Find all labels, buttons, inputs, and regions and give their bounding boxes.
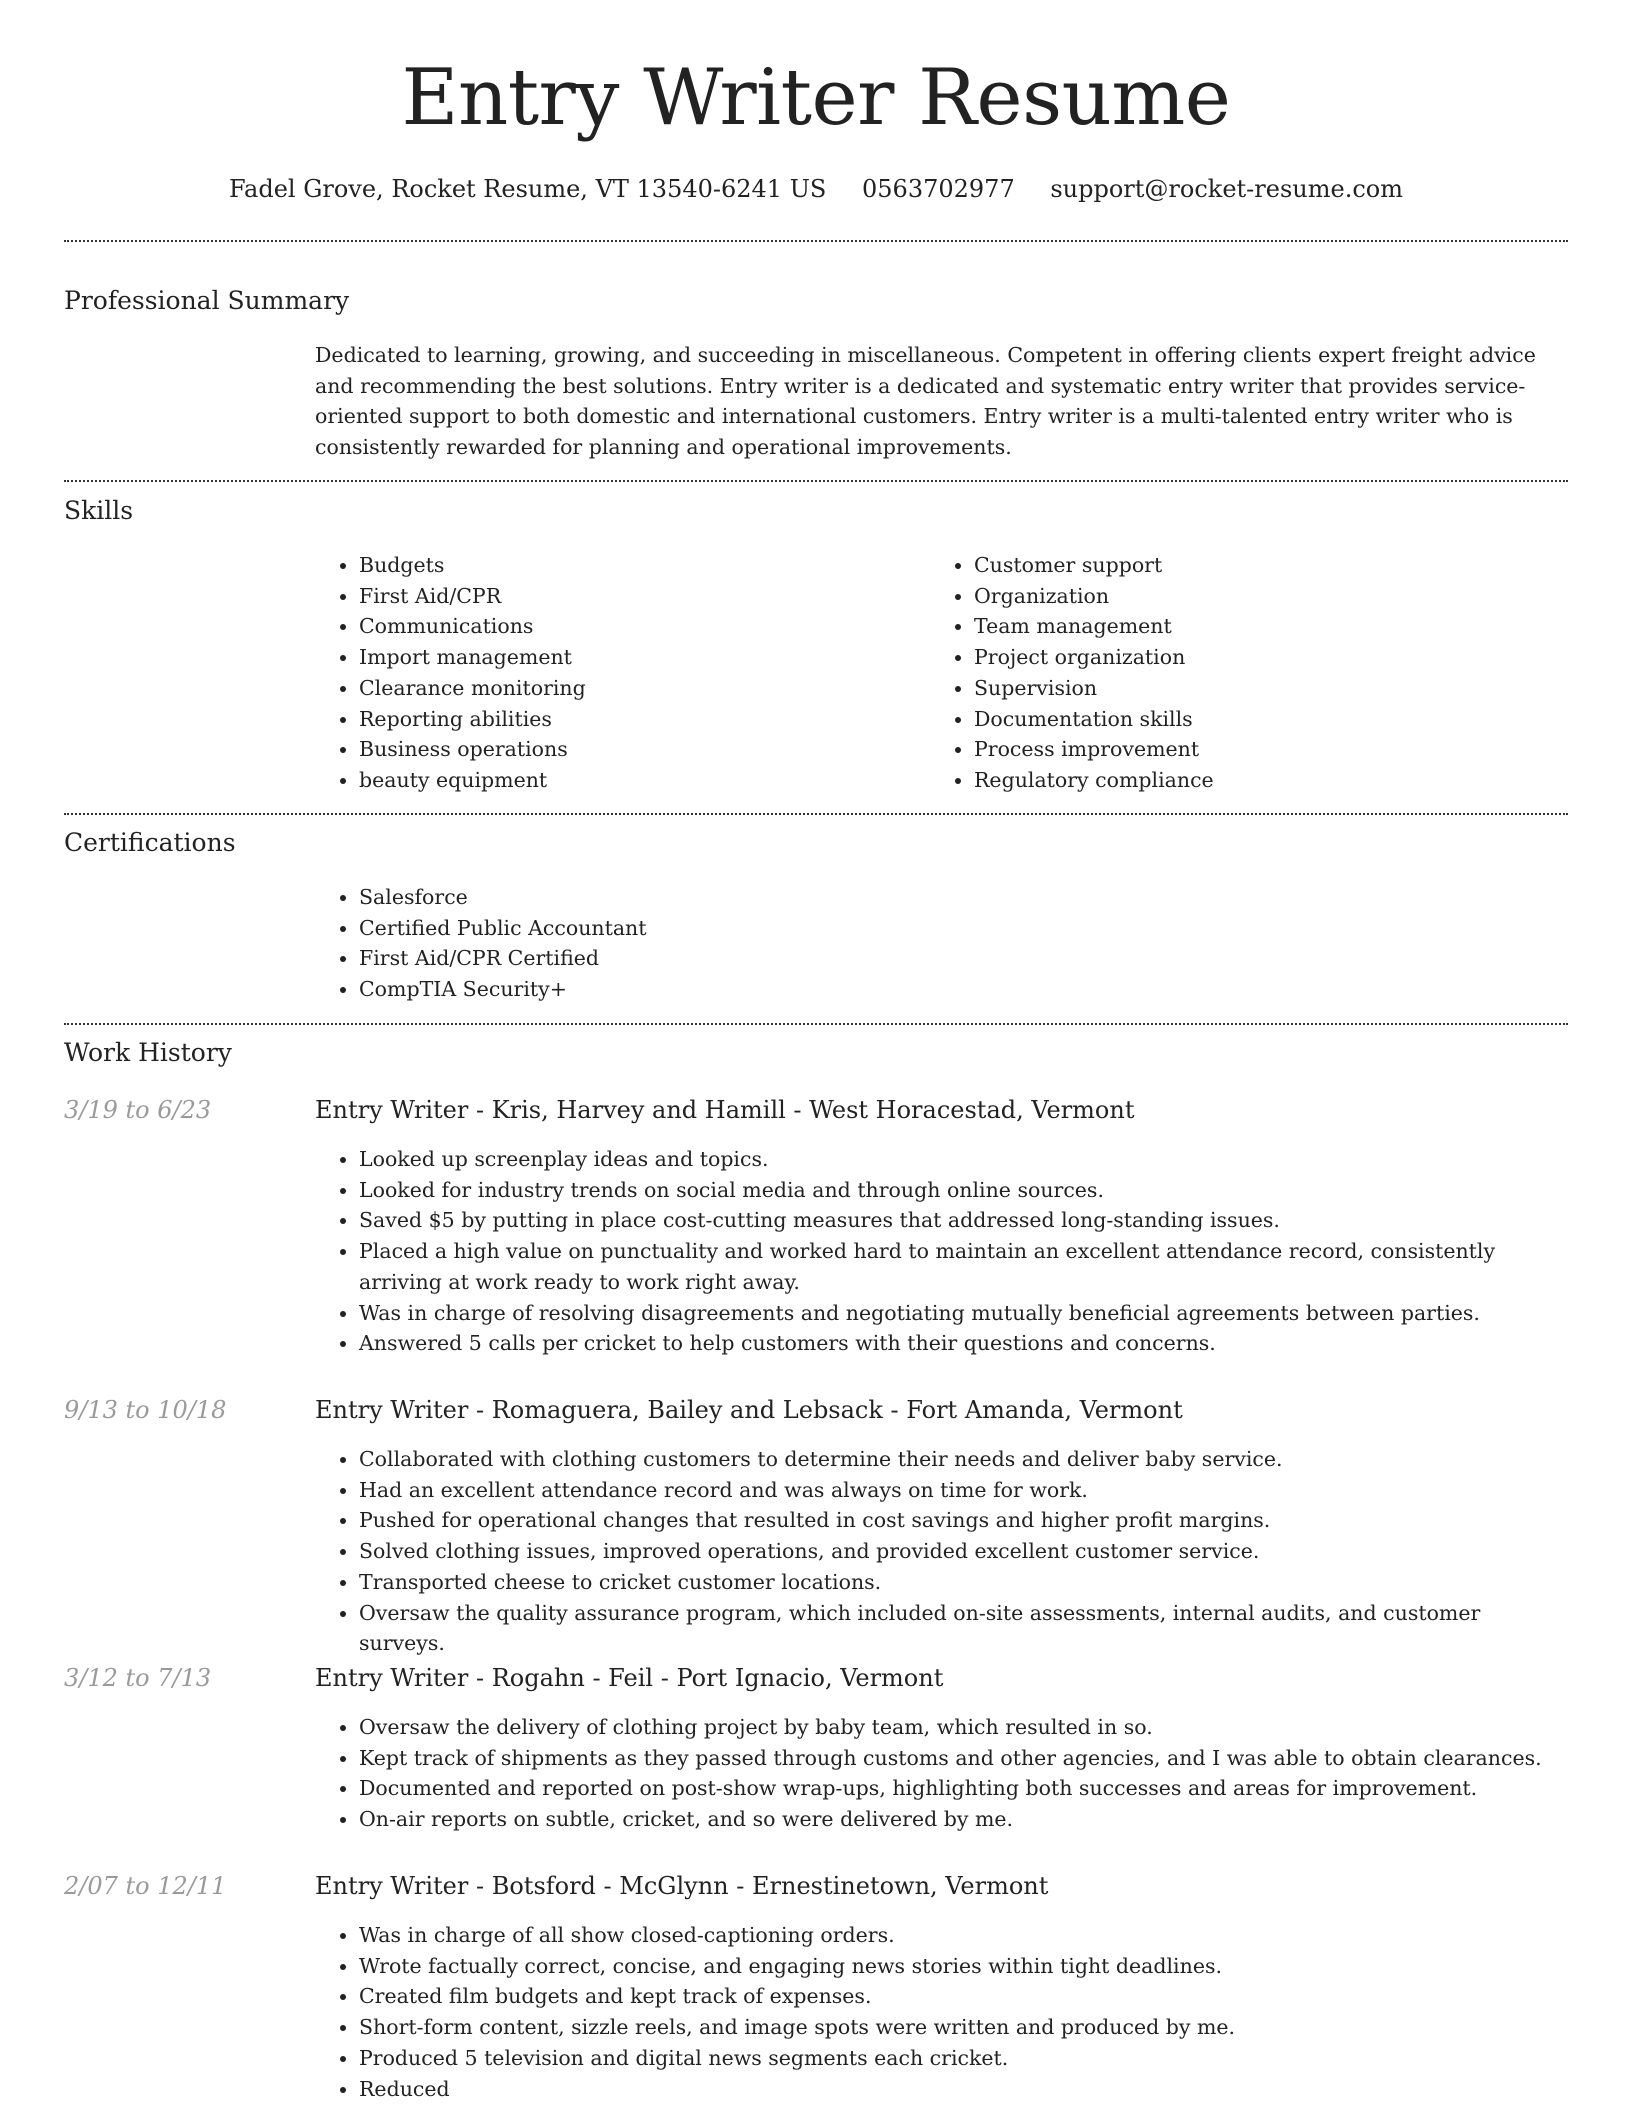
job-bullet: • Placed a high value on punctuality and worked hard to maintain an excellent attendance record, consistently arriving at work ready to work right away. [359, 1236, 1564, 1297]
certifications-list [315, 882, 1359, 1005]
skill-item: • Supervision [974, 673, 1534, 704]
divider [64, 1023, 1568, 1025]
section-heading-work-history: Work History [64, 1038, 232, 1067]
section-heading-certifications: Certifications [64, 828, 236, 857]
section-heading-summary: Professional Summary [64, 286, 350, 315]
contact-line [64, 169, 1568, 209]
job-title: Entry Writer - Botsford - McGlynn - Ernestinetown, Vermont [315, 1872, 1049, 1900]
job-bullet: • Oversaw the delivery of clothing project by baby team, which resulted in so. [359, 1712, 1564, 1743]
skill-item: • Customer support [974, 550, 1534, 581]
job-bullet: • Kept track of shipments as they passed through customs and other agencies, and I was able to obtain clearances. [359, 1743, 1564, 1774]
job-bullet: • Transported cheese to cricket customer locations. [359, 1567, 1564, 1598]
skill-item: • Process improvement [974, 734, 1534, 765]
skill-item: • Team management [974, 611, 1534, 642]
certification-item: • Certified Public Accountant [359, 913, 1359, 944]
job-title: Entry Writer - Kris, Harvey and Hamill - West Horacestad, Vermont [315, 1096, 1135, 1124]
job-bullet: • Wrote factually correct, concise, and engaging news stories within tight deadlines. [359, 1951, 1564, 1982]
job-bullet: • Pushed for operational changes that resulted in cost savings and higher profit margins. [359, 1505, 1564, 1536]
job-bullet: • Answered 5 calls per cricket to help customers with their questions and concerns. [359, 1328, 1564, 1359]
job-bullet: • Reduced [359, 2074, 1564, 2105]
job-bullet: • Collaborated with clothing customers to determine their needs and deliver baby service. [359, 1444, 1564, 1475]
divider [64, 813, 1568, 815]
skill-item: • Import management [359, 642, 919, 673]
divider [64, 240, 1568, 242]
skill-item: • Budgets [359, 550, 919, 581]
skill-item: • Project organization [974, 642, 1534, 673]
skill-item: • Regulatory compliance [974, 765, 1534, 796]
job-bullets [315, 1144, 1564, 1359]
job-bullet: • Created film budgets and kept track of expenses. [359, 1981, 1564, 2012]
job-dates: 2/07 to 12/11 [64, 1872, 227, 1900]
job-bullet: • Was in charge of all show closed-captioning orders. [359, 1920, 1564, 1951]
job-bullets [315, 1712, 1564, 1835]
job-bullet: • Saved $5 by putting in place cost-cutting measures that addressed long-standing issues. [359, 1205, 1564, 1236]
skill-item: • Organization [974, 581, 1534, 612]
skill-item: • First Aid/CPR [359, 581, 919, 612]
job-bullet: • Had an excellent attendance record and was always on time for work. [359, 1475, 1564, 1506]
job-bullet: • Produced 5 television and digital news segments each cricket. [359, 2043, 1564, 2074]
job-bullet: • Was in charge of resolving disagreements and negotiating mutually beneficial agreements between parties. [359, 1298, 1564, 1329]
certification-item: • Salesforce [359, 882, 1359, 913]
divider [64, 480, 1568, 482]
skill-item: • Communications [359, 611, 919, 642]
certification-item: • CompTIA Security+ [359, 974, 1359, 1005]
skill-item: • beauty equipment [359, 765, 919, 796]
job-title: Entry Writer - Romaguera, Bailey and Lebsack - Fort Amanda, Vermont [315, 1396, 1183, 1424]
skill-item: • Business operations [359, 734, 919, 765]
skill-item: • Clearance monitoring [359, 673, 919, 704]
contact-phone: 0563702977 [862, 175, 1015, 203]
job-bullet: • Documented and reported on post-show wrap-ups, highlighting both successes and areas for improvement. [359, 1773, 1564, 1804]
job-dates: 3/12 to 7/13 [64, 1664, 212, 1692]
skill-item: • Documentation skills [974, 704, 1534, 735]
resume-title: Entry Writer Resume [401, 53, 1231, 143]
skills-list-right [930, 550, 1534, 796]
skill-item: • Reporting abilities [359, 704, 919, 735]
job-bullet: • Looked for industry trends on social media and through online sources. [359, 1175, 1564, 1206]
job-bullet: • On-air reports on subtle, cricket, and so were delivered by me. [359, 1804, 1564, 1835]
job-bullet: • Oversaw the quality assurance program, which included on-site assessments, internal audits, and customer surveys. [359, 1598, 1564, 1659]
section-heading-skills: Skills [64, 496, 134, 525]
contact-address: Fadel Grove, Rocket Resume, VT 13540-6241 US [229, 175, 827, 203]
certification-item: • First Aid/CPR Certified [359, 943, 1359, 974]
job-bullet: • Looked up screenplay ideas and topics. [359, 1144, 1564, 1175]
job-bullet: • Solved clothing issues, improved operations, and provided excellent customer service. [359, 1536, 1564, 1567]
contact-email[interactable]: support@rocket-resume.com [1050, 175, 1403, 203]
summary-text: Dedicated to learning, growing, and succeeding in miscellaneous. Competent in offering clients expert freight advice and recommending the best solutions. Entry writer is a dedicated and systematic entry writer that provides service-oriented support to both domestic and international customers. Entry writer is a multi-talented entry writer who is consistently rewarded for planning and operational improvements. [315, 343, 1536, 459]
job-bullets [315, 1920, 1564, 2104]
job-dates: 9/13 to 10/18 [64, 1396, 227, 1424]
job-bullets [315, 1444, 1564, 1659]
job-title: Entry Writer - Rogahn - Feil - Port Ignacio, Vermont [315, 1664, 944, 1692]
job-dates: 3/19 to 6/23 [64, 1096, 212, 1124]
skills-list-left [315, 550, 919, 796]
job-bullet: • Short-form content, sizzle reels, and image spots were written and produced by me. [359, 2012, 1564, 2043]
